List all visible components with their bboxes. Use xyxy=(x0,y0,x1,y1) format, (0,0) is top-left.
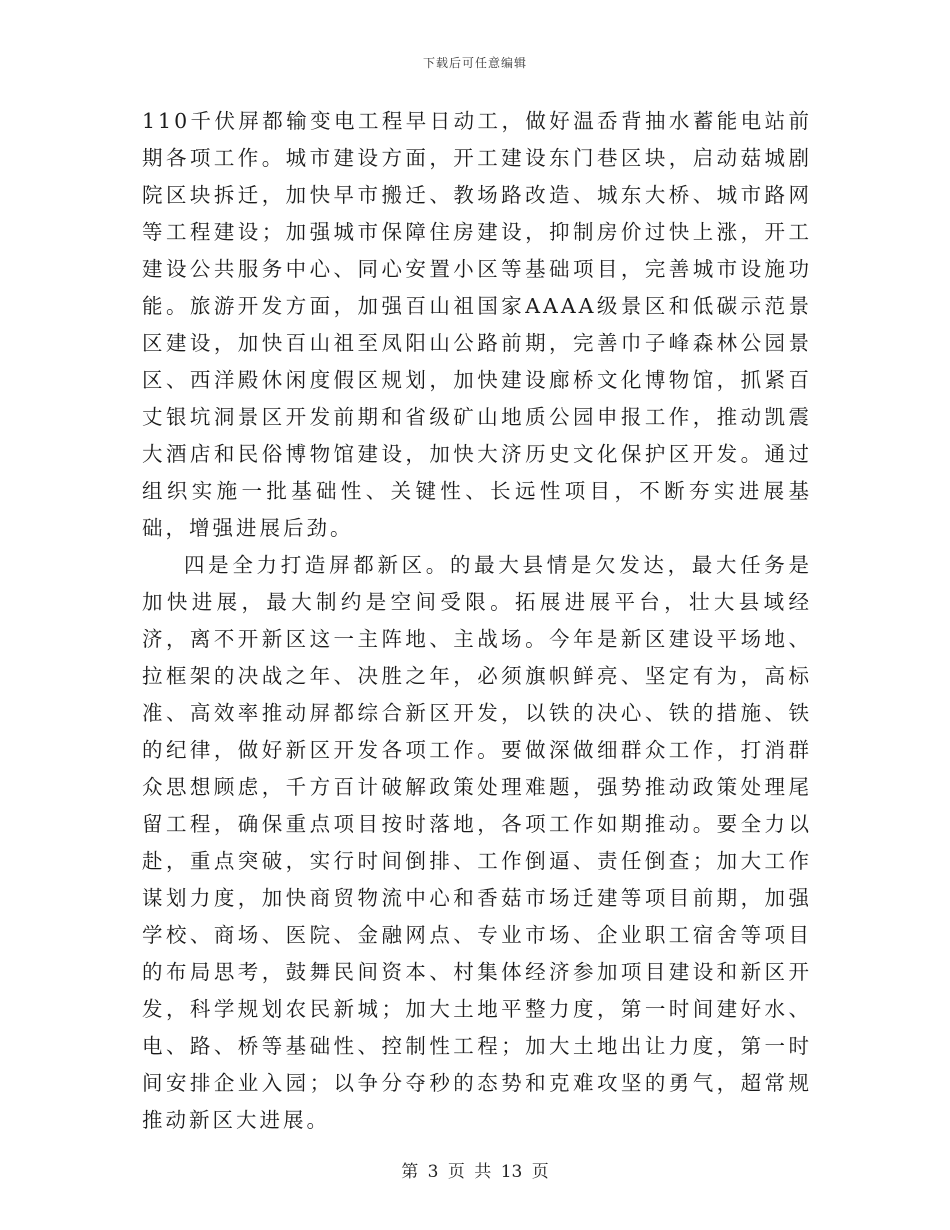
document-body xyxy=(142,103,812,1139)
paragraph-2: 四是全力打造屏都新区。的最大县情是欠发达，最大任务是加快进展，最大制约是空间受限。拓展进展平台，壮大县域经济，离不开新区这一主阵地、主战场。今年是新区建设平场地、拉框架的决战之年、决胜之年，必须旗帜鲜亮、坚定有为，高标准、高效率推动屏都综合新区开发，以铁的决心、铁的措施、铁的纪律，做好新区开发各项工作。要做深做细群众工作，打消群众思想顾虑，千方百计破解政策处理难题，强势推动政策处理尾留工程，确保重点项目按时落地，各项工作如期推动。要全力以赴，重点突破，实行时间倒排、工作倒逼、责任倒查；加大工作谋划力度，加快商贸物流中心和香菇市场迁建等项目前期，加强学校、商场、医院、金融网点、专业市场、企业职工宿舍等项目的布局思考，鼓舞民间资本、村集体经济参加项目建设和新区开发，科学规划农民新城；加大土地平整力度，第一时间建好水、电、路、桥等基础性、控制性工程；加大土地出让力度，第一时间安排企业入园；以争分夺秒的态势和克难攻坚的勇气，超常规推动新区大进展。 xyxy=(142,553,812,1132)
paragraph-1: 110千伏屏都输变电工程早日动工，做好温岙背抽水蓄能电站前期各项工作。城市建设方面，开工建设东门巷区块，启动菇城剧院区块拆迁，加快早市搬迁、教场路改造、城东大桥、城市路网等工程建设；加强城市保障住房建设，抑制房价过快上涨，开工建设公共服务中心、同心安置小区等基础项目，完善城市设施功能。旅游开发方面，加强百山祖国家AAAA级景区和低碳示范景区建设，加快百山祖至凤阳山公路前期，完善巾子峰森林公园景区、西洋殿休闲度假区规划，加快建设廊桥文化博物馆，抓紧百丈银坑洞景区开发前期和省级矿山地质公园申报工作，推动凯震大酒店和民俗博物馆建设，加快大济历史文化保护区开发。通过组织实施一批基础性、关键性、长远性项目，不断夯实进展基础，增强进展后劲。 xyxy=(142,109,812,540)
page-footer: 第 3 页 共 13 页 xyxy=(401,1162,549,1182)
header-note: 下载后可任意编辑 xyxy=(422,56,527,70)
